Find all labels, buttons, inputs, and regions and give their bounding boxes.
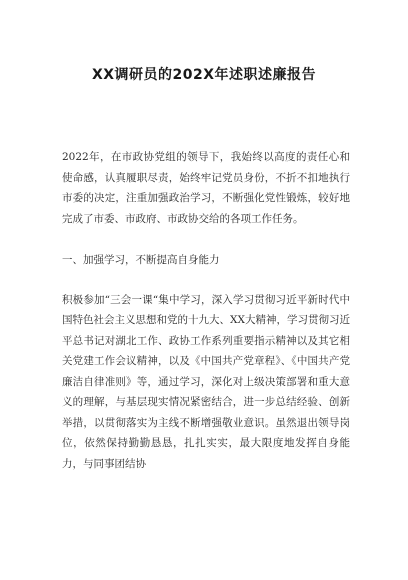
document-title: XX调研员的202X年述职述廉报告 xyxy=(91,67,317,83)
paragraph-spacer xyxy=(62,229,350,250)
document-body xyxy=(62,147,350,474)
intro-paragraph: 2022年，在市政协党组的领导下，我始终以高度的责任心和使命感，认真履职尽责，始终牢记党员身份，不折不扣地执行市委的决定，注重加强政治学习，不断强化党性锻炼，较好地完成了市委、市政府、市政协交给的各项工作任务。 xyxy=(62,151,350,225)
paragraph-spacer xyxy=(62,271,350,290)
section-heading: 一、加强学习，不断提高自身能力 xyxy=(62,254,220,266)
section-paragraph: 积极参加“三会一课“集中学习，深入学习贯彻习近平新时代中国特色社会主义思想和党的十九大、XX大精神，学习贯彻习近平总书记对湖北工作、政协工作系列重要指示精神以及其它相关党建工作会议精神，以及《中国共产党章程》、《中国共产党廉洁自律准则》等，通过学习，深化对上级决策部署和重大意义的理解，与基层现实情况紧密结合，进一步总结经验、创新举措，以贯彻落实为主线不断增强敬业意识。虽然退出领导岗位，依然保持勤勤恳恳，扎扎实实，最大限度地发挥自身能力，与同事团结协 xyxy=(62,293,350,470)
